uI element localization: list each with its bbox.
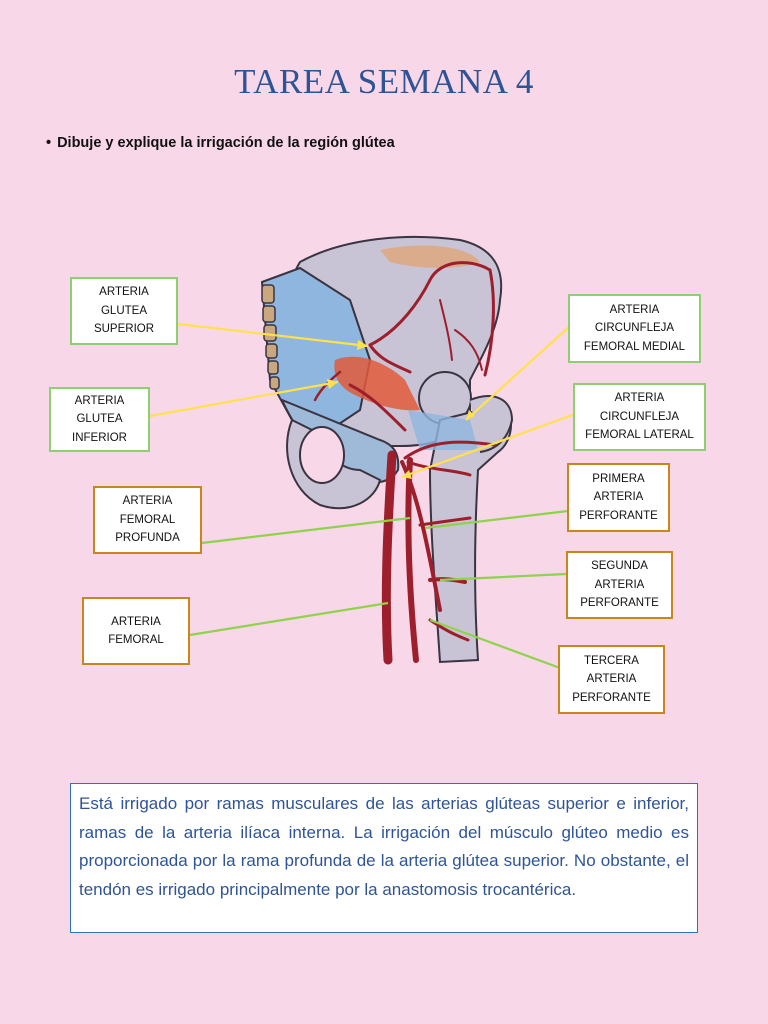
- label-arteria-femoral: ARTERIA FEMORAL: [82, 597, 190, 665]
- bullet-dot: •: [46, 135, 52, 151]
- label-segunda-arteria-perforante: SEGUNDA ARTERIA PERFORANTE: [566, 551, 673, 619]
- description-text-box: Está irrigado por ramas musculares de las arterias glúteas superior e inferior, ramas de la arteria ilíaca interna. La irrigación del músculo glúteo medio es proporcionada por la rama profunda de la arteria glútea superior. No obstante, el tendón es irrigado principalmente por la anastomosis trocantérica.: [70, 783, 698, 933]
- label-arteria-circunfleja-femoral-medial: ARTERIA CIRCUNFLEJA FEMORAL MEDIAL: [568, 294, 701, 363]
- label-arteria-glutea-superior: ARTERIA GLUTEA SUPERIOR: [70, 277, 178, 345]
- label-arteria-glutea-inferior: ARTERIA GLUTEA INFERIOR: [49, 387, 150, 452]
- green-leaders: [190, 511, 568, 668]
- label-tercera-arteria-perforante: TERCERA ARTERIA PERFORANTE: [558, 645, 665, 714]
- label-arteria-femoral-profunda: ARTERIA FEMORAL PROFUNDA: [93, 486, 202, 554]
- page-title: TAREA SEMANA 4: [234, 62, 534, 101]
- label-primera-arteria-perforante: PRIMERA ARTERIA PERFORANTE: [567, 463, 670, 532]
- label-arteria-circunfleja-femoral-lateral: ARTERIA CIRCUNFLEJA FEMORAL LATERAL: [573, 383, 706, 451]
- instruction-text: Dibuje y explique la irrigación de la región glútea: [57, 135, 395, 151]
- obturator-foramen: [300, 427, 344, 483]
